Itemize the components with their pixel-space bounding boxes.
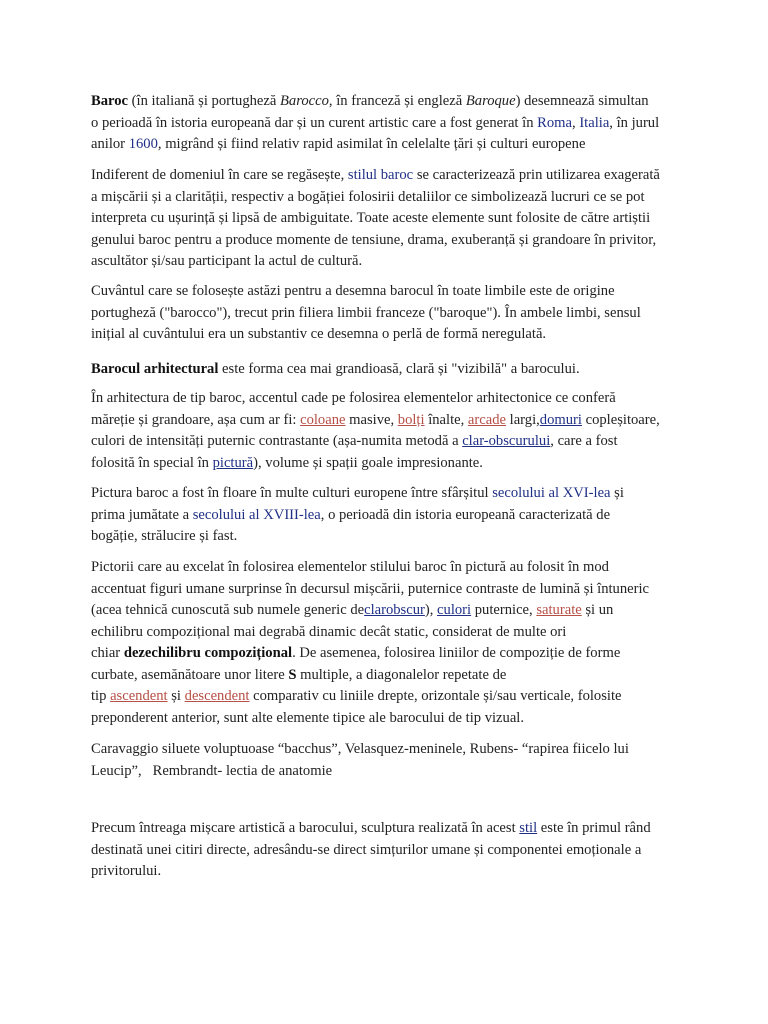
- text-line: a mișcării și a clarității, respectiv a bogăției folosirii detaliilor ce simbolizează lucruri ce se pot: [91, 188, 645, 205]
- link-coloane[interactable]: coloane: [300, 411, 346, 428]
- link-descendent[interactable]: descendent: [184, 688, 250, 704]
- text-line: prima jumătate a secolului al XVIII-lea, o perioadă din istoria europeană caracterizată de: [91, 506, 611, 523]
- text-line: Caravaggio siluete voluptuoase “bacchus”, Velasquez-meninele, Rubens- “rapirea fiicelo lui: [91, 741, 629, 757]
- text-line: Baroc (în italiană și portugheză Barocco, în franceză și engleză Baroque) desemnează simultan: [91, 93, 649, 109]
- text-line: Barocul arhitectural este forma cea mai grandioasă, clară și "vizibilă" a barocului.: [91, 361, 580, 377]
- text-line: măreție și grandoare, așa cum ar fi: coloane masive, bolți înalte, arcade largi,domuri copleșitoare,: [91, 411, 660, 428]
- italic-term: Barocco: [280, 93, 329, 109]
- paragraph-pictura: [91, 483, 686, 548]
- text-line: (acea tehnică cunoscută sub numele generic declarobscur), culori puternice, saturate și un: [91, 602, 614, 618]
- link-ascendent[interactable]: ascendent: [110, 688, 168, 704]
- link-arcade[interactable]: arcade: [467, 411, 506, 428]
- paragraph-arhitectural: [91, 359, 686, 381]
- link-bolti[interactable]: bolți: [397, 411, 425, 428]
- link-italia[interactable]: Italia: [579, 114, 610, 131]
- text-line: curbate, asemănătoare unor litere S multiple, a diagonalelor repetate de: [91, 666, 507, 683]
- paragraph-etimologie: [91, 281, 686, 346]
- text-line: portugheză ("barocco"), trecut prin filiera limbii franceze ("baroque"). În ambele limbi, sensul: [91, 304, 641, 321]
- link-culori[interactable]: culori: [437, 602, 472, 618]
- text-line: Cuvântul care se folosește astăzi pentru a desemna barocul în toate limbile este de origine: [91, 283, 615, 299]
- link-roma[interactable]: Roma: [537, 114, 573, 131]
- link-1600[interactable]: 1600: [128, 136, 158, 152]
- link-clarobscur[interactable]: clarobscur: [364, 602, 425, 618]
- link-stilul-baroc[interactable]: stilul baroc: [347, 167, 414, 183]
- paragraph-intro: [91, 91, 686, 156]
- text-line: Pictorii care au excelat în folosirea elementelor stilului baroc în pictură au folosit în mod: [91, 559, 609, 575]
- text-line: bogăție, strălucire și fast.: [91, 528, 238, 544]
- text-line: privitorului.: [91, 863, 162, 879]
- text-line: În arhitectura de tip baroc, accentul cade pe folosirea elementelor arhitectonice ce conferă: [91, 390, 616, 406]
- text-line: echilibru compozițional mai degrabă dinamic decât static, considerat de multe ori: [91, 623, 567, 640]
- text-line: Precum întreaga mișcare artistică a barocului, sculptura realizată în acest stil este în primul rând: [91, 820, 651, 836]
- text-line: Leucip”, Rembrandt- lectia de anatomie: [91, 762, 333, 779]
- text-line: folosită în special în pictură), volume și spații goale impresionante.: [91, 454, 483, 471]
- text-line: genului baroc pentru a produce momente de tensiune, drama, exuberanță și grandoare în privitor,: [91, 231, 657, 248]
- link-stil[interactable]: stil: [519, 820, 538, 836]
- text-line: destinată unei citiri directe, adresându-se direct simțurilor umane și componentei emoționale a: [91, 841, 642, 858]
- link-saturate[interactable]: saturate: [536, 602, 582, 618]
- text-line: Pictura baroc a fost în floare în multe culturi europene între sfârșitul secolului al XVI-lea și: [91, 485, 624, 501]
- italic-term: Baroque: [465, 93, 516, 109]
- paragraph-stil: [91, 165, 686, 273]
- text-line: preponderent anterior, sunt alte elemente tipice ale barocului de tip vizual.: [91, 709, 524, 726]
- text-line: o perioadă în istoria europeană dar și un curent artistic care a fost generat în Roma, Italia, în jurul: [91, 114, 660, 131]
- paragraph-sculptura: [91, 818, 686, 883]
- link-secolul-xvi[interactable]: secolului al XVI-lea: [492, 485, 611, 501]
- text-line: tip ascendent și descendent comparativ cu liniile drepte, orizontale și/sau verticale, folosite: [91, 688, 622, 704]
- text-line: interpreta cu ușurință și lipsă de ambiguitate. Toate aceste elemente sunt folosite de către artiștii: [91, 210, 651, 226]
- bold-term-dezechilibru: dezechilibru compozițional: [123, 645, 293, 661]
- text-line: anilor 1600, migrând și fiind relativ rapid asimilat în celelalte țări și culturi europene: [91, 136, 586, 152]
- text-line: ascultător și/sau participant la actul de cultură.: [91, 253, 363, 269]
- paragraph-arhitectura: [91, 388, 686, 474]
- paragraph-pictori: [91, 557, 686, 729]
- bold-term-barocul-arhitectural: Barocul arhitectural: [91, 361, 219, 377]
- text-line: accentuat figuri umane surprinse în decursul mișcării, puternice contraste de lumină și întuneric: [91, 580, 650, 597]
- text-line: chiar dezechilibru compozițional. De asemenea, folosirea liniilor de compoziție de forme: [91, 645, 621, 661]
- link-pictura[interactable]: pictură: [212, 454, 254, 471]
- link-domuri[interactable]: domuri: [539, 411, 582, 428]
- paragraph-pictori-exemple: [91, 739, 686, 782]
- text-line: inițial al cuvântului era un substantiv ce desemna o perlă de formă neregulată.: [91, 326, 547, 342]
- bold-term-s: S: [288, 666, 297, 683]
- text-line: culori de intensități puternic contrastante (așa-numita metodă a clar-obscurului, care a fost: [91, 433, 618, 449]
- link-clar-obscurului[interactable]: clar-obscurului: [462, 433, 551, 449]
- link-secolul-xviii[interactable]: secolului al XVIII-lea: [192, 506, 321, 523]
- bold-term-baroc: Baroc: [91, 93, 129, 109]
- text-line: Indiferent de domeniul în care se regăsește, stilul baroc se caracterizează prin utilizarea exagerată: [91, 167, 660, 183]
